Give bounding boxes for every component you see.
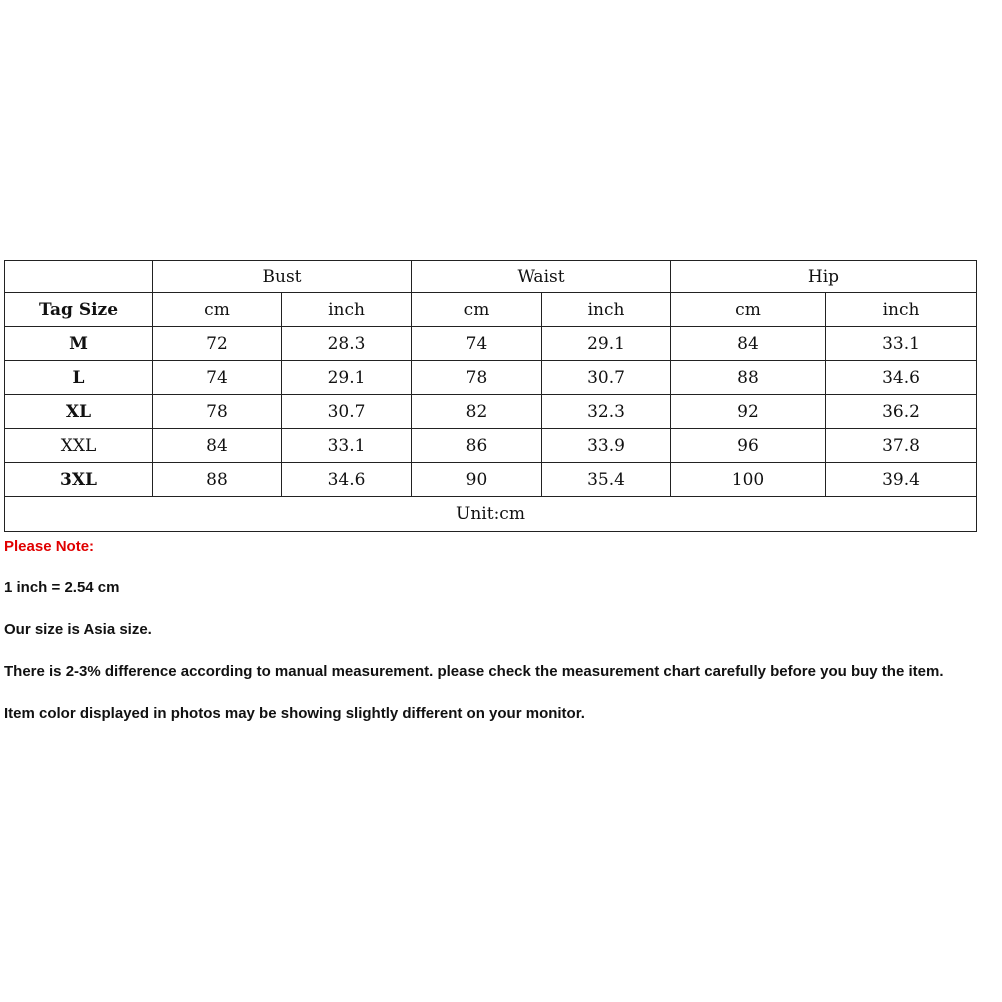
note-line-asia-size: Our size is Asia size. xyxy=(4,621,152,638)
table-cell: 33.1 xyxy=(826,327,977,361)
table-cell: 34.6 xyxy=(826,361,977,395)
table-cell: 29.1 xyxy=(282,361,412,395)
group-header-hip: Hip xyxy=(671,261,977,293)
table-cell: 92 xyxy=(671,395,826,429)
size-label: 3XL xyxy=(5,463,153,497)
measurement-group-row xyxy=(5,261,977,293)
group-header-bust: Bust xyxy=(153,261,412,293)
table-row xyxy=(5,463,977,497)
note-line-conversion: 1 inch = 2.54 cm xyxy=(4,579,120,596)
size-chart-table xyxy=(4,260,977,532)
note-line-measurement: There is 2-3% difference according to manual measurement. please check the measurement chart carefully before you buy the item. xyxy=(4,663,944,680)
table-cell: 88 xyxy=(153,463,282,497)
unit-header: cm xyxy=(671,293,826,327)
table-cell: 100 xyxy=(671,463,826,497)
size-label: M xyxy=(5,327,153,361)
table-cell: 74 xyxy=(412,327,542,361)
table-row xyxy=(5,361,977,395)
unit-footer-row xyxy=(5,497,977,532)
note-line-color: Item color displayed in photos may be showing slightly different on your monitor. xyxy=(4,705,585,722)
table-cell: 36.2 xyxy=(826,395,977,429)
table-cell: 88 xyxy=(671,361,826,395)
table-row xyxy=(5,395,977,429)
table-cell: 72 xyxy=(153,327,282,361)
table-cell: 96 xyxy=(671,429,826,463)
table-cell: 84 xyxy=(671,327,826,361)
table-cell: 78 xyxy=(153,395,282,429)
group-header-waist: Waist xyxy=(412,261,671,293)
unit-header: cm xyxy=(412,293,542,327)
tag-size-header: Tag Size xyxy=(5,293,153,327)
table-cell: 78 xyxy=(412,361,542,395)
size-label: XXL xyxy=(5,429,153,463)
unit-header: cm xyxy=(153,293,282,327)
unit-header: inch xyxy=(282,293,412,327)
unit-footer: Unit:cm xyxy=(5,497,977,532)
unit-header-row xyxy=(5,293,977,327)
table-cell: 29.1 xyxy=(542,327,671,361)
table-cell: 30.7 xyxy=(282,395,412,429)
notes-section xyxy=(4,536,980,745)
table-cell: 33.1 xyxy=(282,429,412,463)
size-label: L xyxy=(5,361,153,395)
note-title: Please Note: xyxy=(4,538,95,555)
table-cell: 35.4 xyxy=(542,463,671,497)
table-cell: 82 xyxy=(412,395,542,429)
empty-header-cell xyxy=(5,261,153,293)
table-cell: 90 xyxy=(412,463,542,497)
table-row xyxy=(5,429,977,463)
table-cell: 32.3 xyxy=(542,395,671,429)
table-cell: 84 xyxy=(153,429,282,463)
unit-header: inch xyxy=(542,293,671,327)
table-row xyxy=(5,327,977,361)
table-cell: 86 xyxy=(412,429,542,463)
table-cell: 33.9 xyxy=(542,429,671,463)
size-label: XL xyxy=(5,395,153,429)
unit-header: inch xyxy=(826,293,977,327)
table-cell: 34.6 xyxy=(282,463,412,497)
table-cell: 74 xyxy=(153,361,282,395)
table-cell: 37.8 xyxy=(826,429,977,463)
table-cell: 30.7 xyxy=(542,361,671,395)
table-cell: 39.4 xyxy=(826,463,977,497)
table-cell: 28.3 xyxy=(282,327,412,361)
